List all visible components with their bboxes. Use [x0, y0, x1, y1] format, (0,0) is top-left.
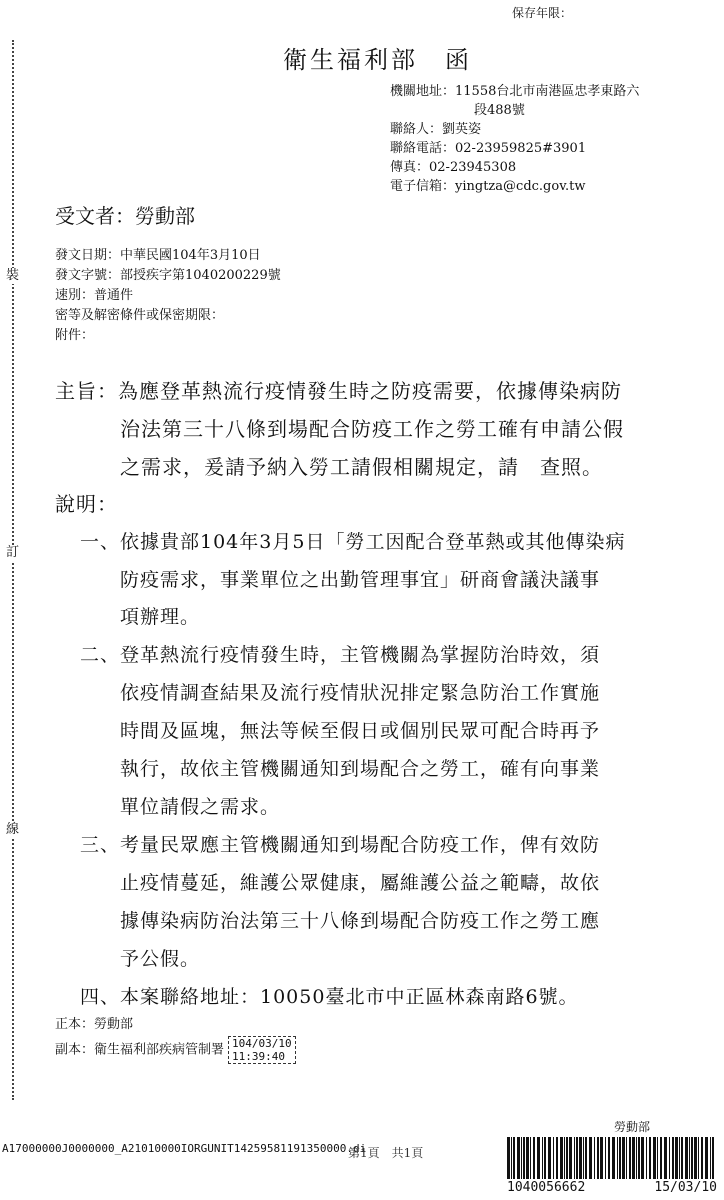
agency-address-continued: 段488號 — [474, 103, 525, 118]
explanation-item-3-line: 據傳染病防治法第三十八條到場配合防疫工作之勞工應 — [120, 910, 601, 932]
main-copy-recipient: 正本：勞動部 — [55, 1017, 134, 1032]
secrecy-level: 密等及解密條件或保密期限： — [55, 308, 225, 323]
explanation-item-2-line: 依疫情調查結果及流行疫情狀況排定緊急防治工作實施 — [120, 682, 601, 704]
binding-dotted-line — [12, 40, 14, 1100]
phone-row: 聯絡電話： 02-23959825#3901 — [390, 141, 587, 156]
binding-mark-xian: 線 — [6, 822, 20, 837]
explanation-item-2-line: 執行，故依主管機關通知到場配合之勞工，確有向事業 — [120, 758, 601, 780]
receipt-time-stamp: 104/03/10 11:39:40 — [228, 1036, 296, 1064]
contact-person: 劉英姿 — [442, 122, 482, 137]
subject-line: 治法第三十八條到場配合防疫工作之勞工確有申請公假 — [120, 417, 624, 441]
email-address: yingtza@cdc.gov.tw — [455, 179, 586, 194]
explanation-item-2-line: 單位請假之需求。 — [120, 796, 281, 818]
recipient: 受文者：勞動部 — [55, 204, 195, 228]
document-title: 衛生福利部 函 — [283, 46, 472, 74]
explanation-item-2-line: 時間及區塊，無法等候至假日或個別民眾可配合時再予 — [120, 720, 601, 742]
retention-period-label: 保存年限： — [512, 6, 573, 20]
email-row: 電子信箱： yingtza@cdc.gov.tw — [390, 179, 586, 194]
fax-row: 傳真： 02-23945308 — [390, 160, 517, 175]
distribution-block — [55, 1014, 296, 1064]
agency-info-block — [390, 82, 639, 196]
cc-recipient-row — [55, 1036, 296, 1064]
barcode-date: 15/03/10 — [654, 1180, 717, 1195]
document-metadata — [55, 246, 281, 346]
explanation-item-3-line: 予公假。 — [120, 948, 201, 970]
document-number: 發文字號：部授疾字第1040200229號 — [55, 268, 281, 283]
barcode-caption — [507, 1180, 717, 1195]
explanation-item-3-line: 止疫情蔓延，維護公眾健康，屬維護公益之範疇，故依 — [120, 872, 601, 894]
explanation-heading: 說明： — [55, 492, 118, 516]
barcode-number: 1040056662 — [507, 1180, 586, 1195]
attachments: 附件： — [55, 328, 95, 343]
phone-number: 02-23959825#3901 — [455, 141, 587, 156]
binding-mark-zhuang: 裝 — [6, 268, 20, 283]
fax-number: 02-23945308 — [429, 160, 517, 175]
barcode-image — [507, 1137, 717, 1179]
explanation-item-1-line: 防疫需求，事業單位之出勤管理事宜」研商會議決議事 — [120, 569, 601, 591]
subject-line: 主旨：為應登革熱流行疫情發生時之防疫需要，依據傳染病防 — [55, 379, 622, 403]
page-number: 第1頁 共1頁 — [348, 1146, 424, 1160]
explanation-item-3-line: 三、考量民眾應主管機關通知到場配合防疫工作，俾有效防 — [80, 834, 601, 856]
explanation-item-2-line: 二、登革熱流行疫情發生時，主管機關為掌握防治時效，須 — [80, 644, 601, 666]
contact-person-row: 聯絡人： 劉英姿 — [390, 122, 482, 137]
binding-mark-ding: 訂 — [6, 545, 20, 560]
cc-recipient: 副本：衛生福利部疾病管制署 — [55, 1042, 225, 1058]
agency-address: 11558台北市南港區忠孝東路六 — [455, 84, 640, 99]
agency-address-row: 機關地址： 11558台北市南港區忠孝東路六 — [390, 84, 640, 99]
explanation-item-4-line: 四、本案聯絡地址：10050臺北市中正區林森南路6號。 — [80, 986, 579, 1008]
barcode-area — [507, 1118, 717, 1195]
issue-date: 發文日期：中華民國104年3月10日 — [55, 248, 261, 263]
barcode-unit-label: 勞動部 — [613, 1120, 650, 1134]
file-identifier: A17000000J0000000_A21010000IORGUNIT14259581191350000.di — [2, 1142, 367, 1155]
delivery-speed: 速別：普通件 — [55, 288, 134, 303]
subject-line: 之需求，爰請予納入勞工請假相關規定，請 查照。 — [120, 455, 603, 479]
explanation-item-1-line: 項辦理。 — [120, 606, 201, 628]
explanation-item-1-line: 一、依據貴部104年3月5日「勞工因配合登革熱或其他傳染病 — [80, 531, 626, 553]
